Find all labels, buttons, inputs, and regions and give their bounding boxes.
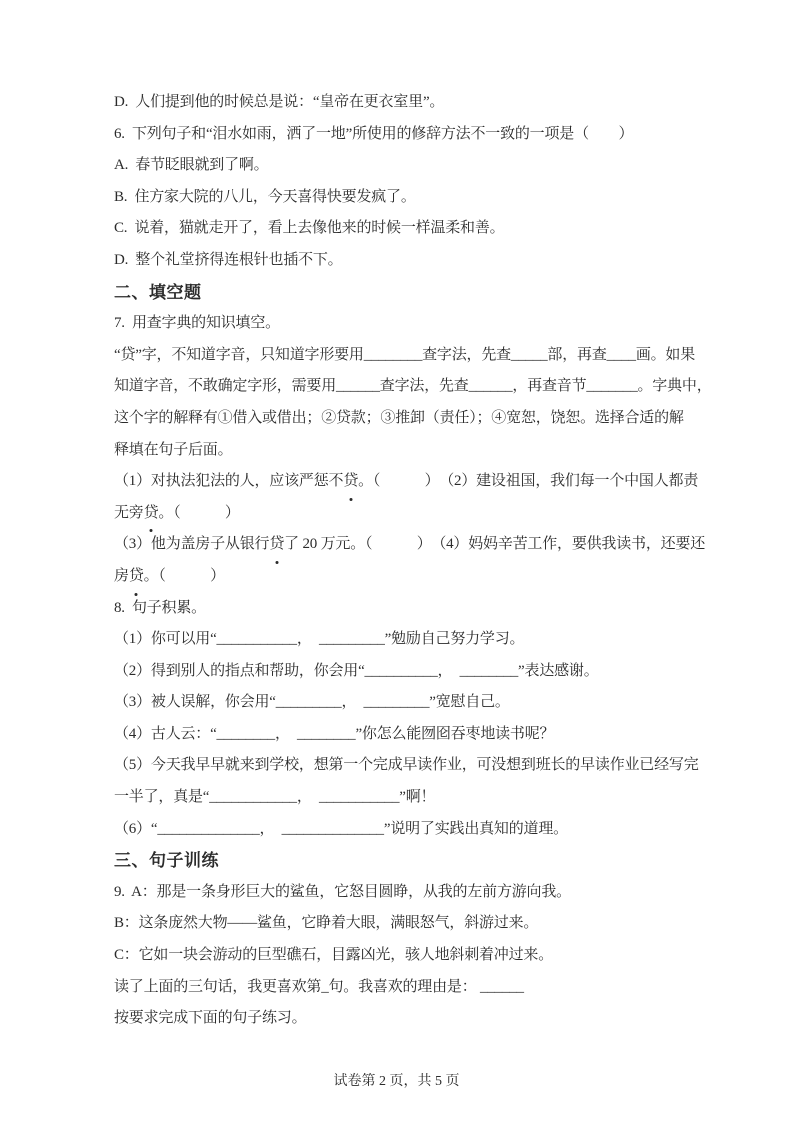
document-body — [114, 87, 712, 1035]
page-footer: 试卷第 2 页，共 5 页 — [333, 1074, 460, 1089]
question6-option-d — [114, 245, 680, 277]
q7-paragraph-line-4 — [114, 435, 680, 467]
text-segment: （5）今天我早早就来到学校，想第一个完成早读作业，可没想到班长的早读作业已经写完 — [114, 757, 699, 774]
text-segment: “贷”字，不知道字音，只知道字形要用________查字法，先查_____部，再查____画。如果 — [114, 346, 696, 363]
text-segment: 知道字音，不敢确定字形，需要用______查字法，先查______，再查音节_______。字典中， — [114, 378, 712, 395]
question9-sentence-c — [114, 940, 680, 972]
q7-item-1-and-2 — [114, 466, 699, 498]
text-segment: 了 20 万元。（ ） （4）妈妈辛苦工作，要供我读书，还要还 — [284, 536, 706, 553]
question-6-stem — [114, 119, 680, 151]
text-segment: 二、填空题 — [114, 282, 202, 302]
text-segment: （2）得到别人的指点和帮助，你会用“__________， ________”表达感谢。 — [114, 662, 599, 679]
text-segment: 一半了，真是“____________， ___________”啊！ — [114, 789, 436, 806]
text-segment: 这个字的解释有①借入或借出；②贷款；③推卸（责任）；④宽恕，饶恕。选择合适的解 — [114, 409, 684, 426]
section-2-heading — [114, 277, 680, 309]
text-segment: （1）你可以用“___________， _________”勉励自己努力学习。 — [114, 631, 525, 648]
text-segment: C：它如一块会游动的巨型礁石，目露凶光，骇人地斜刺着冲过来。 — [114, 947, 554, 964]
text-segment: 释填在句子后面。 — [114, 441, 233, 458]
question9-sentence-b — [114, 908, 680, 940]
emphasized-char: 贷 — [269, 529, 284, 561]
question9-instruction — [114, 1003, 680, 1035]
question6-option-c — [114, 213, 680, 245]
text-segment: 6. 下列句子和“泪水如雨，洒了一地”所使用的修辞方法不一致的一项是（ ） — [114, 125, 634, 142]
q8-item-6 — [114, 814, 680, 846]
text-segment: （3）他为盖房子从银行 — [114, 536, 270, 553]
emphasized-char: 贷 — [144, 498, 159, 530]
text-segment: （4）古人云：“________， ________”你怎么能囫囵吞枣地读书呢？ — [114, 725, 555, 742]
question6-option-b — [114, 182, 680, 214]
text-segment: 。（ ） — [158, 504, 240, 521]
q7-paragraph-line-1 — [114, 340, 696, 372]
text-segment: 按要求完成下面的句子练习。 — [114, 1010, 307, 1027]
text-segment: 7. 用查字典的知识填空。 — [114, 315, 280, 332]
text-segment: 9. A：那是一条身形巨大的鲨鱼，它怒目圆睁，从我的左前方游向我。 — [114, 883, 571, 900]
text-segment: （3）被人误解，你会用“_________， _________”宽慰自己。 — [114, 694, 510, 711]
text-segment: C. 说着，猫就走开了，看上去像他来的时候一样温柔和善。 — [114, 220, 505, 237]
q7-paragraph-line-2 — [114, 371, 712, 403]
emphasized-char: 贷 — [343, 466, 358, 498]
question-7-stem — [114, 308, 680, 340]
q7-paragraph-line-3 — [114, 403, 684, 435]
text-segment: 8. 句子积累。 — [114, 599, 206, 616]
text-segment: 。（ ） — [143, 567, 225, 584]
q8-item-5-line-1 — [114, 750, 699, 782]
q8-item-3 — [114, 687, 680, 719]
text-segment: 无旁 — [114, 504, 144, 521]
question9-choice-line — [114, 972, 680, 1004]
text-segment: B. 住方家大院的八儿，今天喜得快要发疯了。 — [114, 188, 416, 205]
text-segment: 房 — [114, 567, 129, 584]
text-segment: B：这条庞然大物——鲨鱼，它睁着大眼，满眼怒气，斜游过来。 — [114, 915, 539, 932]
text-segment: 三、句子训练 — [114, 851, 219, 871]
text-segment: 读了上面的三句话，我更喜欢第_句。我喜欢的理由是： ______ — [114, 978, 524, 995]
q7-item-3-and-4 — [114, 529, 706, 561]
question-9-sentence-a — [114, 877, 680, 909]
q8-item-4 — [114, 719, 680, 751]
question5-option-d — [114, 87, 680, 119]
text-segment: A. 春节眨眼就到了啊。 — [114, 157, 269, 174]
text-segment: （1）对执法犯法的人，应该严惩不 — [114, 473, 344, 490]
text-segment: D. 整个礼堂挤得连根针也插不下。 — [114, 251, 343, 268]
text-segment: D. 人们提到他的时候总是说：“皇帝在更衣室里”。 — [114, 94, 445, 110]
section-3-heading — [114, 845, 680, 877]
question6-option-a — [114, 150, 680, 182]
question-8-stem — [114, 593, 680, 625]
q8-item-2 — [114, 656, 680, 688]
text-segment: 。（ ） （2）建设祖国，我们每一个中国人都责 — [358, 473, 699, 490]
q7-item-4-continued — [114, 561, 680, 593]
q8-item-1 — [114, 624, 680, 656]
q8-item-5-line-2 — [114, 782, 680, 814]
text-segment: （6）“______________， ______________”说明了实践出真知的道理。 — [114, 820, 568, 837]
emphasized-char: 贷 — [129, 561, 144, 593]
q7-item-2-continued — [114, 498, 680, 530]
